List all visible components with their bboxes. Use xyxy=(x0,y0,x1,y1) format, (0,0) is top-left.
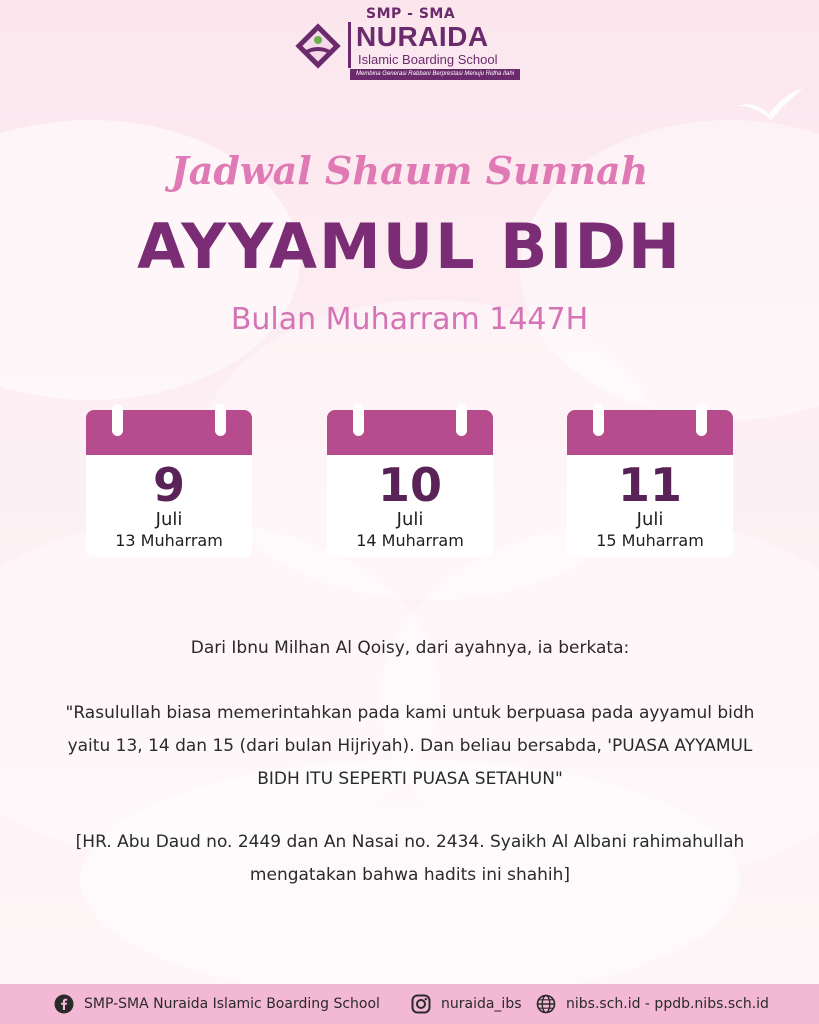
calendar-ring xyxy=(696,404,707,436)
script-title: Jadwal Shaum Sunnah xyxy=(170,148,649,193)
calendar-month: Juli xyxy=(396,509,424,530)
footer-facebook-text: SMP-SMA Nuraida Islamic Boarding School xyxy=(84,996,380,1012)
calendar-ring xyxy=(112,404,123,436)
logo-school-name: NURAIDA xyxy=(356,21,489,52)
nuraida-emblem-icon xyxy=(292,20,344,72)
footer-bar xyxy=(0,984,819,1024)
calendar-hijri-date: 14 Muharram xyxy=(356,531,464,550)
calendar-card xyxy=(327,410,493,557)
calendar-header xyxy=(86,410,252,455)
main-title: AYYAMUL BIDH xyxy=(137,210,682,283)
logo-level-text: SMP - SMA xyxy=(366,6,456,22)
logo-school-subtitle: Islamic Boarding School xyxy=(358,52,498,67)
calendar-day: 9 xyxy=(152,458,185,512)
calendar-ring xyxy=(456,404,467,436)
calendar-card xyxy=(567,410,733,557)
calendar-ring xyxy=(215,404,226,436)
footer-instagram[interactable] xyxy=(411,984,522,1024)
calendar-header xyxy=(567,410,733,455)
instagram-icon xyxy=(411,994,431,1014)
calendar-card xyxy=(86,410,252,557)
footer-website[interactable] xyxy=(536,984,769,1024)
footer-instagram-text: nuraida_ibs xyxy=(441,996,522,1012)
calendar-month: Juli xyxy=(155,509,183,530)
calendar-day: 10 xyxy=(377,458,442,512)
school-logo xyxy=(288,6,528,78)
logo-separator xyxy=(348,22,351,68)
footer-website-text: nibs.sch.id - ppdb.nibs.sch.id xyxy=(566,996,769,1012)
calendar-header xyxy=(327,410,493,455)
hadith-reference: [HR. Abu Daud no. 2449 dan An Nasai no. 2434. Syaikh Al Albani rahimahullah mengatakan bahwa hadits ini shahih] xyxy=(75,832,745,885)
hadith-intro: Dari Ibnu Milhan Al Qoisy, dari ayahnya, ia berkata: xyxy=(190,638,630,658)
bird-icon xyxy=(735,84,805,124)
globe-icon xyxy=(536,994,556,1014)
logo-tagline: Membina Generasi Rabbani Berprestasi Menuju Ridha Ilahi xyxy=(350,69,520,80)
calendar-hijri-date: 15 Muharram xyxy=(596,531,704,550)
calendar-ring xyxy=(353,404,364,436)
footer-facebook[interactable] xyxy=(54,984,380,1024)
sub-title: Bulan Muharram 1447H xyxy=(230,302,589,337)
facebook-icon xyxy=(54,994,74,1014)
calendar-day: 11 xyxy=(617,458,682,512)
calendar-ring xyxy=(593,404,604,436)
hadith-quote: "Rasulullah biasa memerintahkan pada kami untuk berpuasa pada ayyamul bidh yaitu 13, 14 dan 15 (dari bulan Hijriyah). Dan beliau bersabda, 'PUASA AYYAMUL BIDH ITU SEPERTI PUASA SETAHUN" xyxy=(65,703,755,789)
calendar-hijri-date: 13 Muharram xyxy=(115,531,223,550)
calendar-month: Juli xyxy=(636,509,664,530)
